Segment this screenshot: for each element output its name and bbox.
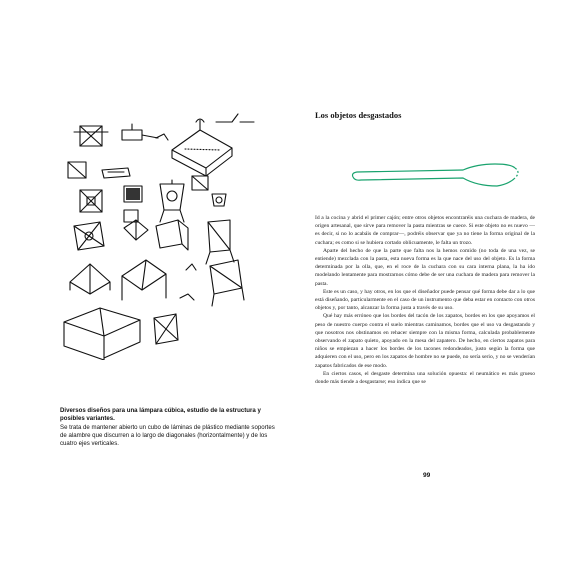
sketch-cube-lamp-1 <box>74 126 108 146</box>
sketch-bulb-stand <box>160 180 184 222</box>
sketch-pyramid-lamp-2 <box>70 264 110 294</box>
sketch-diamond-lamp <box>124 220 148 240</box>
sketch-small-lamps-right <box>192 176 226 206</box>
sketch-flat-lamp <box>102 168 130 178</box>
section-title: Los objetos desgastados <box>315 110 402 120</box>
sketch-table-lamp-large <box>64 308 140 360</box>
sketch-cube-lamp-4 <box>154 314 178 344</box>
sketch-small-marks <box>180 264 196 300</box>
caption-body: Se trata de mantener abierto un cubo de láminas de plástico mediante soportes de alambre que discurren a lo largo de diagonales (horizontalmente) y de los cuatro ejes verticales. <box>60 424 275 448</box>
paragraph: Id a la cocina y abrid el primer cajón; entre otros objetos encontraréis una cuchara de madera, de origen artesanal, que sirve para remover la pasta mientras se cuece. Si este objeto no es nuevo —es decir, si no lo acabáis de comprar—, podréis observar que ya no tiene la forma original de la cuchara; es como si se hubiera cortado oblicuamente, le falta un trozo. <box>315 215 535 246</box>
sketch-cube-lamp-3 <box>74 222 104 250</box>
sketch-lamp-filled <box>124 186 142 222</box>
right-page <box>285 0 570 570</box>
sketch-bracket-lamp <box>216 114 254 122</box>
sketch-hanging-lamp <box>122 124 168 140</box>
paragraph: Aparte del hecho de que la parte que falta nos la hemos comido (no toda de una vez, se entiende) mezclada con la pasta, esta nueva forma es la que nace del uso del objeto. Es la forma determinada por la olla, que, en el roce de la cuchara con su cara interna plana, la ha ido modelando lentamente para mostrarnos cómo debe de ser una cuchara de madera para remover la pasta. <box>315 247 535 287</box>
paragraph: En ciertos casos, el desgaste determina una solución opuesta: el neumático es más grueso donde más tiende a desgastarse; eso indica que se <box>315 370 535 386</box>
body-text <box>315 214 535 386</box>
figure-caption <box>60 407 275 448</box>
caption-title: Diversos diseños para una lámpara cúbica, estudio de la estructura y posibles variantes. <box>60 407 261 423</box>
paragraph: Qué hay más erróneo que los bordes del tacón de los zapatos, bordes en los que apoyamos el peso de nuestro cuerpo contra el suelo mientras caminamos, bordes que el uso va desgastando y que nosotros nos obstinamos en rehacer siempre con la misma forma, calculada probablemente observando el zapato quieto, apoyado en la mesa del zapatero. De hecho, en ciertos zapatos para niños se empiezan a hacer los bordes de los tacones redondeados, justo según la forma que adquieren con el uso, pero en los zapatos de hombre no se puede, no sería serio, y no se venderían zapatos fabricados de ese modo. <box>315 313 535 369</box>
sketch-angled-lamp <box>156 220 188 250</box>
page-number: 99 <box>423 472 431 479</box>
lamp-sketches-illustration <box>60 110 260 360</box>
spoon-illustration <box>345 160 525 190</box>
sketch-pyramid-lamp-large <box>172 119 232 176</box>
sketch-tall-lamp <box>206 220 234 264</box>
sketch-box-lamp-small <box>68 162 86 178</box>
sketch-crate-lamp <box>210 260 244 306</box>
sketch-cube-lamp-2 <box>80 190 102 212</box>
paragraph: Este es un caso, y hay otros, en los que el diseñador puede pensar qué forma debe dar a lo que está diseñando, particularmente en el caso de un instrumento que deba estar en contacto con otros objetos y, por tanto, alcanzar la forma justa a través de su uso. <box>315 288 535 312</box>
sketch-tent-lamp <box>122 260 166 300</box>
